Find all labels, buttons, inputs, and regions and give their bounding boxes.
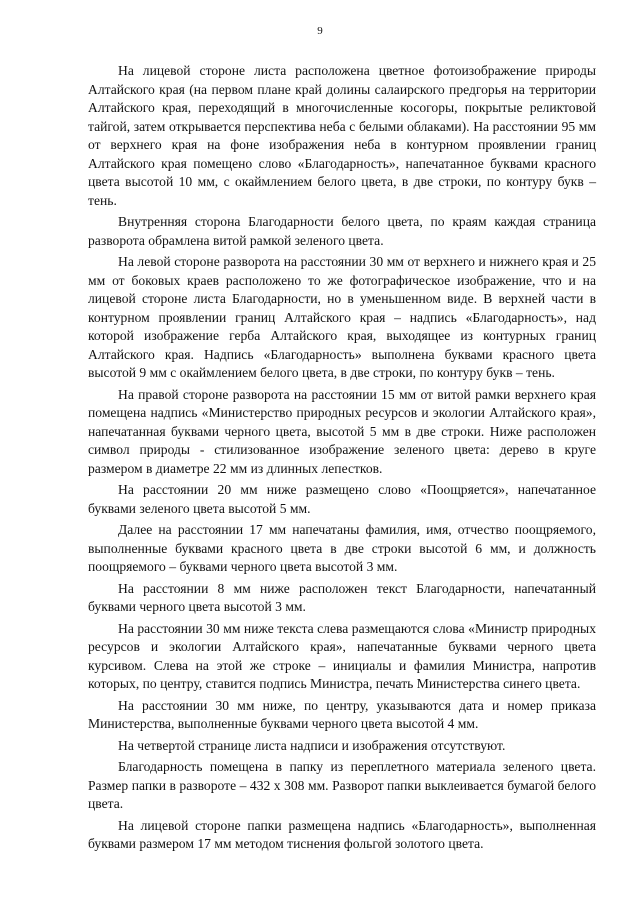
paragraph-inner-side: Внутренняя сторона Благодарности белого цвета, по краям каждая страница разворота обрамлена витой рамкой зеленого цвета. bbox=[88, 214, 596, 248]
paragraph-recipient-name: Далее на расстоянии 17 мм напечатаны фамилия, имя, отчество поощряемого, выполненные буквами красного цвета в две строки высотой 6 мм, и должность поощряемого – буквами черного цвета высотой 3 мм. bbox=[88, 522, 596, 574]
document-body bbox=[88, 62, 596, 857]
paragraph-right-spread: На правой стороне разворота на расстоянии 15 мм от витой рамки верхнего края помещена надпись «Министерство природных ресурсов и экологии Алтайского края», напечатанная буквами черного цвета, высотой 5 мм в две строки. Ниже расположен символ природы - стилизованное изображение зеленого цвета: дерево в круге размером в диаметре 22 мм из длинных лепестков. bbox=[88, 386, 596, 476]
paragraph-fourth-page: На четвертой странице листа надписи и изображения отсутствуют. bbox=[118, 737, 506, 753]
page-number: 9 bbox=[317, 25, 323, 37]
paragraph-order-date: На расстоянии 30 мм ниже, по центру, указываются дата и номер приказа Министерства, выполненные буквами черного цвета высотой 4 мм. bbox=[88, 697, 596, 731]
paragraph-left-spread: На левой стороне разворота на расстоянии 30 мм от верхнего и нижнего края и 25 мм от боковых краев расположено то же фотографическое изображение, что и на лицевой стороне листа Благодарности, но в уменьшенном виде. В верхней части в контурном проявлении границ Алтайского края – надпись «Благодарность», над которой изображение герба Алтайского края, выходящее из контурных границ Алтайского края. Надпись «Благодарность» выполнена буквами красного цвета высотой 9 мм с окаймлением белого цвета, в две строки, по контуру букв – тень. bbox=[88, 254, 596, 380]
paragraph-minister-signature: На расстоянии 30 мм ниже текста слева размещаются слова «Министр природных ресурсов и экологии Алтайского края», напечатанные буквами черного цвета курсивом. Слева на этой же строке – инициалы и фамилия Министра, напротив которых, по центру, ставится подпись Министра, печать Министерства синего цвета. bbox=[88, 620, 596, 691]
paragraph-encouraged-word: На расстоянии 20 мм ниже размещено слово «Поощряется», напечатанное буквами зеленого цвета высотой 5 мм. bbox=[88, 482, 596, 516]
paragraph-folder-front: На лицевой стороне папки размещена надпись «Благодарность», выполненная буквами размером 17 мм методом тиснения фольгой золотого цвета. bbox=[88, 817, 596, 851]
paragraph-front-side: На лицевой стороне листа расположена цветное фотоизображение природы Алтайского края (на первом плане край долины салаирского предгорья на территории Алтайского края, переходящий в многочисленные косогоры, покрытые реликтовой тайгой, затем открывается перспектива неба с белыми облаками). На расстоянии 95 мм от верхнего края на фоне изображения неба в контурном проявлении границ Алтайского края помещено слово «Благодарность», напечатанное буквами красного цвета высотой 10 мм, с окаймлением белого цвета, в две строки, по контуру букв – тень. bbox=[88, 63, 596, 208]
paragraph-gratitude-text: На расстоянии 8 мм ниже расположен текст Благодарности, напечатанный буквами черного цвета высотой 3 мм. bbox=[88, 580, 596, 614]
paragraph-folder: Благодарность помещена в папку из переплетного материала зеленого цвета. Размер папки в развороте – 432 х 308 мм. Разворот папки выклеивается бумагой белого цвета. bbox=[88, 759, 596, 811]
